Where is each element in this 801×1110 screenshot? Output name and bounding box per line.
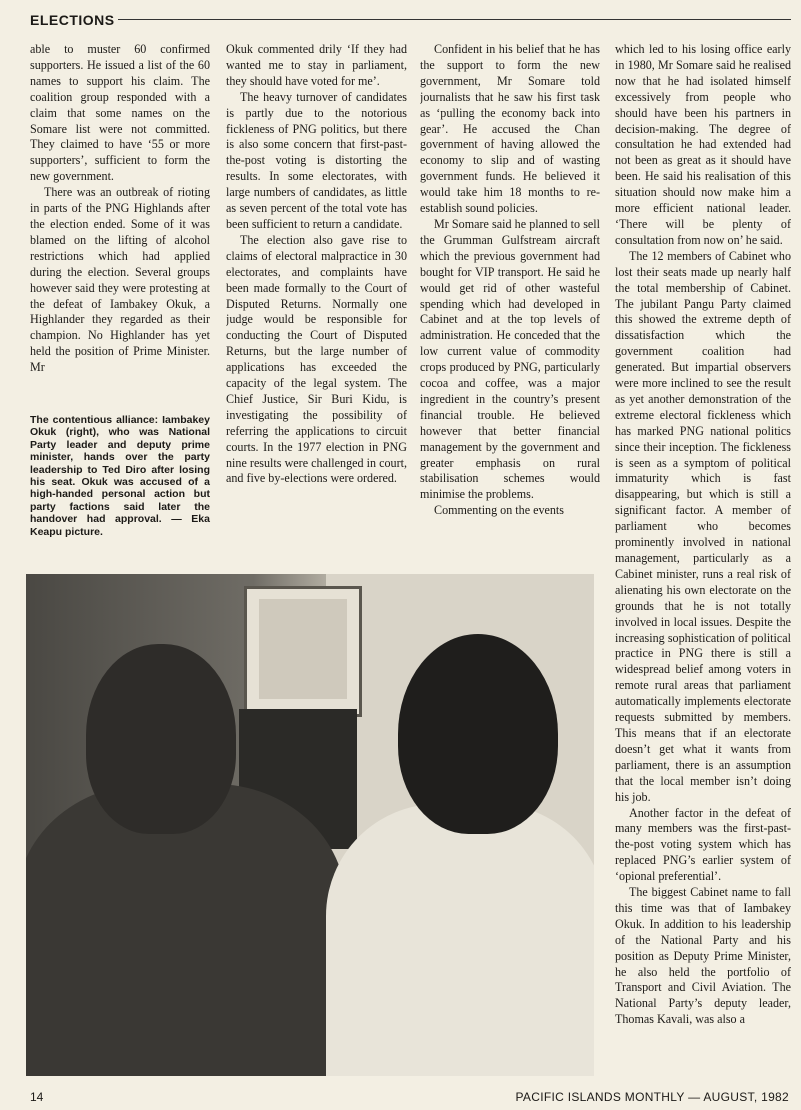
- picture-frame: [244, 586, 362, 717]
- article-column-4: [615, 42, 791, 1082]
- paragraph: The heavy turnover of candidates is partly due to the notorious fickleness of PNG politics, but there is also some concern that first-past-the-post voting is distorting the results. In some electorates, with large numbers of candidates, as little as seven percent of the total vote has been sufficient to return a candidate.: [226, 89, 407, 231]
- section-label: ELECTIONS: [30, 12, 115, 28]
- paragraph: Confident in his belief that he has the support to form the new government, Mr Somare told journalists that he saw his first task as ‘pulling the economy back into gear’. He accused the Chan government of having allowed the economy to slip and of wasting government funds. He believed it would take him 18 months to re-establish sound policies.: [420, 42, 600, 216]
- section-rule: [118, 19, 791, 20]
- paragraph: The 12 members of Cabinet who lost their seats made up nearly half the total membership of Cabinet. The jubilant Pangu Party claimed this showed the extreme depth of dissatisfaction which the government coalition had generated. But impartial observers were more inclined to see the result as yet another demonstration of the extreme electoral fickleness which has marked PNG national politics since their inception. The fickleness is seen as a symptom of political immaturity which is fast disappearing, but which is still a significant factor. A member of parliament who becomes prominently involved in national management, particularly as a Cabinet minister, runs a real risk of alienating his own electorate on the grounds that he is not totally involved in local issues. Despite the increasing sophistication of political practice in PNG there is still a widespread belief among voters in remote rural areas that parliament automatically implements electorate requests submitted by members. This means that if an electorate doesn’t get what it wants from parliament, there is an assumption that the local member isn’t doing his job.: [615, 248, 791, 804]
- publication-footer: PACIFIC ISLANDS MONTHLY — AUGUST, 1982: [515, 1090, 789, 1104]
- paragraph: Commenting on the events: [434, 503, 564, 518]
- article-column-2: [226, 42, 407, 552]
- paragraph: which led to his losing office early in 1980, Mr Somare said he realised now that he had isolated himself excessively from people who should have been his partners in decision-making. The degree of consultation he had extended had not been as great as it should have been. He said his realisation of this situation should now make him a more efficient national leader. ‘There will be plenty of consultation from now on’ he said.: [615, 42, 791, 247]
- paragraph: Mr Somare said he planned to sell the Grumman Gulfstream aircraft which the previous government had bought for VIP transport. He said he would get rid of other wasteful spending which had developed in Cabinet and at the top levels of administration. He conceded that the low current value of commodity crops produced by PNG, particularly cocoa and coffee, was a major ingredient in the country’s present financial trouble. He believed however that better financial management by the government and greater emphasis on rural stabilisation schemes would minimise the problems.: [420, 216, 600, 502]
- paragraph: The biggest Cabinet name to fall this time was that of Iambakey Okuk. In addition to his leadership of the National Party and his position as Deputy Prime Minister, he also held the portfolio of Transport and Civil Aviation. The National Party’s deputy leader, Thomas Kavali, was also a: [615, 885, 791, 1027]
- page-number: 14: [30, 1090, 44, 1104]
- paragraph: The election also gave rise to claims of electoral malpractice in 30 electorates, and complaints have been made formally to the Court of Disputed Returns. Normally one judge would be responsible for conducting the Court of Disputed Returns, but the large number of applications has exceeded the capacity of the legal system. The Chief Justice, Sir Buri Kidu, is investigating the possibility of referring the applications to circuit courts. In the 1977 election in PNG nine results were challenged in court, and five by-elections were ordered.: [226, 232, 407, 486]
- news-photo: [26, 574, 594, 1076]
- article-column-1: [30, 42, 210, 392]
- paragraph: There was an outbreak of rioting in parts of the PNG Highlands after the election ended. Some of it was blamed on the lifting of alcohol restrictions which had applied during the election. Several groups however said they were protesting at the defeat of Iambakey Okuk, a Highlander they regarded as their champion. No Highlander has yet held the position of Prime Minister. Mr: [30, 185, 210, 375]
- article-column-3: [420, 42, 600, 552]
- paragraph: Another factor in the defeat of many members was the first-past-the-post voting system which has replaced PNG’s earlier system of ‘opional preferential’.: [615, 805, 791, 884]
- man-right-figure: [326, 804, 594, 1076]
- paragraph: able to muster 60 confirmed supporters. He issued a list of the 60 names to support his claim. The coalition group responded with a claim that some names on the Somare list were not committed. They claimed to have ‘55 or more supporters’, sufficient to form the new government.: [30, 42, 210, 184]
- man-left-head: [86, 644, 236, 834]
- photo-caption: The contentious alliance: Iambakey Okuk (right), who was National Party leader and deputy prime minister, hands over the party leadership to Ted Diro after losing his seat. Okuk was accused of a high-handed personal action but party factions said later the handover had approval. — Eka Keapu picture.: [30, 414, 210, 538]
- paragraph: Okuk commented drily ‘If they had wanted me to stay in parliament, they should have voted for me’.: [226, 42, 407, 88]
- man-right-head: [398, 634, 558, 834]
